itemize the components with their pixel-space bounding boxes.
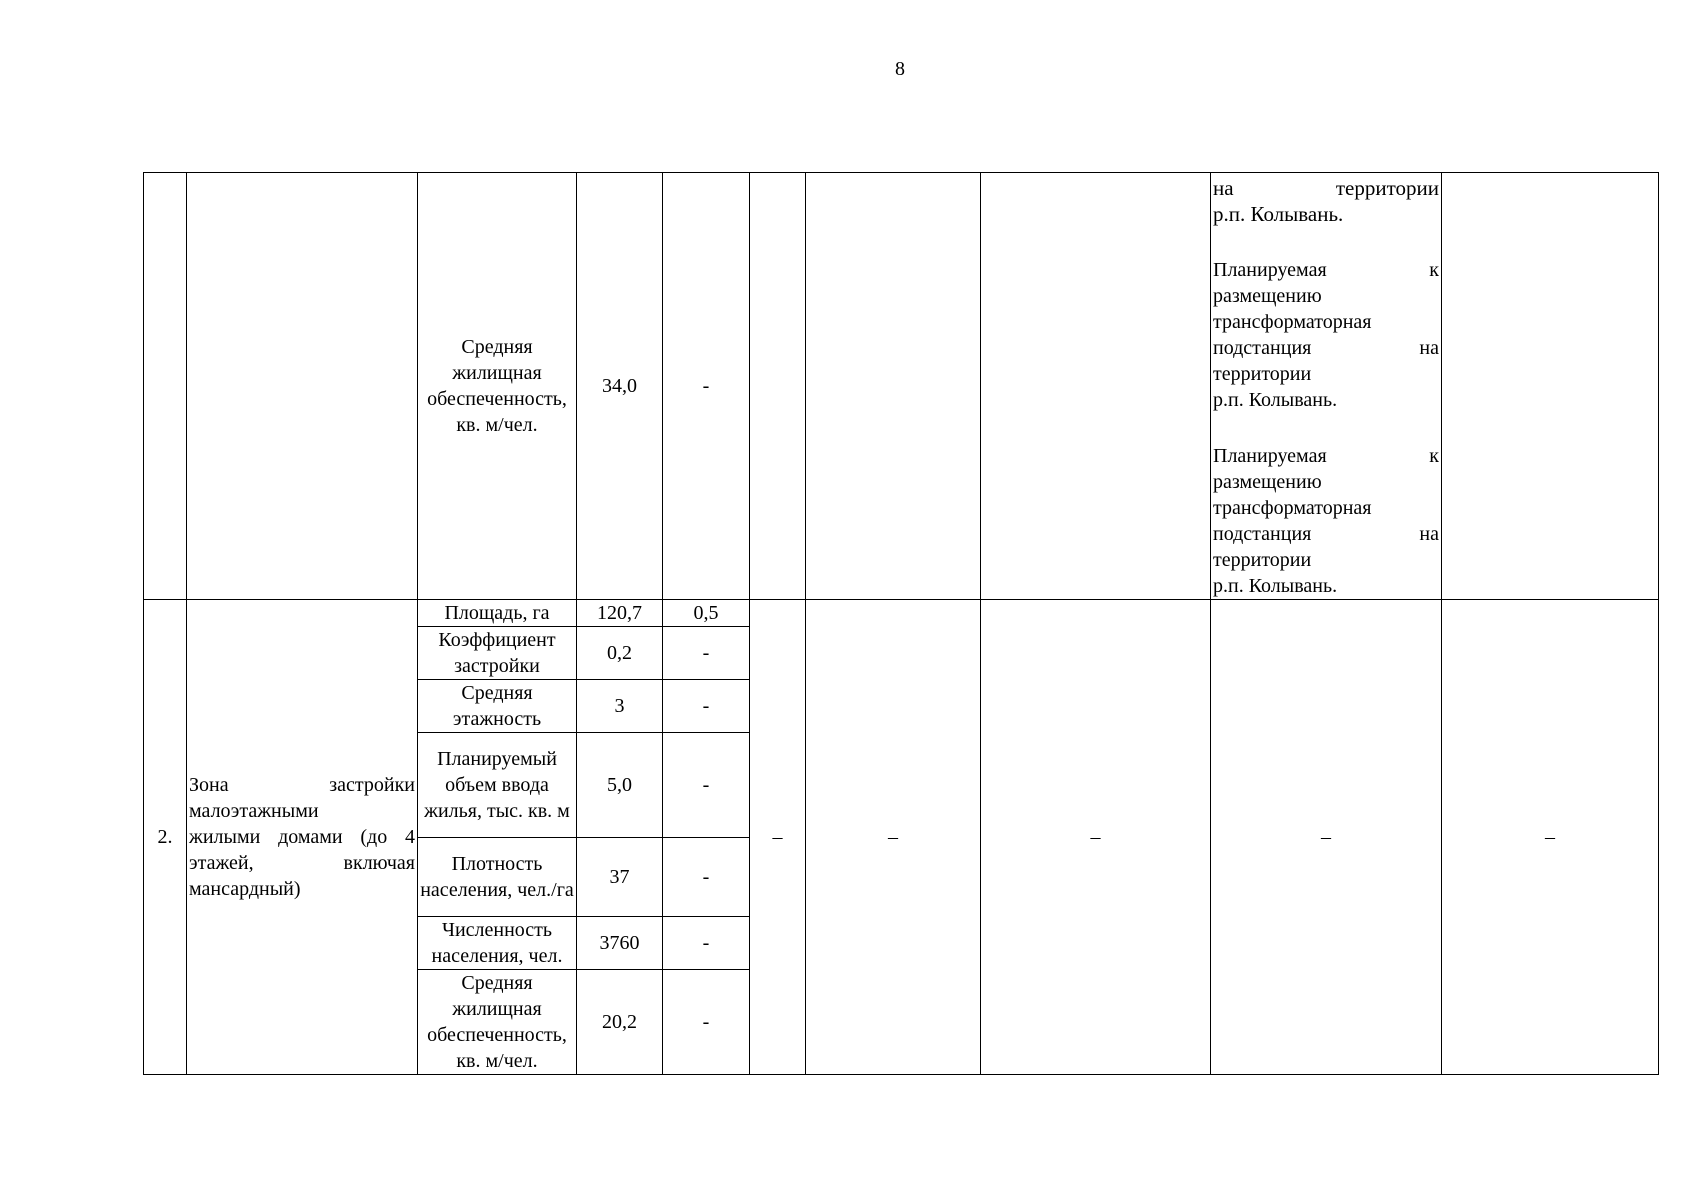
facility-text-line: Планируемая к	[1213, 259, 1439, 281]
facility-text-line: р.п. Колывань.	[1213, 389, 1338, 411]
indicator-label-cell: Планируемый объем ввода жилья, тыс. кв. м	[418, 733, 577, 838]
facility-text-line: на территории	[1213, 176, 1439, 200]
dash-cell: –	[750, 600, 806, 1075]
indicator-value-2-cell: -	[663, 680, 750, 733]
table-row-continued	[144, 173, 1659, 600]
indicator-value-cell: 37	[577, 838, 663, 917]
indicator-label-line: жилищная	[452, 362, 542, 384]
facility-text-line: подстанция на	[1213, 337, 1439, 359]
facility-text-cell	[1211, 173, 1442, 600]
dash-cell: –	[981, 600, 1211, 1075]
zone-name-line: Зона застройки	[189, 774, 415, 796]
indicator-label-line: кв. м/чел.	[456, 414, 538, 436]
empty-cell	[806, 173, 981, 600]
zone-name-line: жилыми домами (до 4	[189, 826, 415, 848]
page-number: 8	[895, 58, 905, 80]
indicator-value-cell: 5,0	[577, 733, 663, 838]
facility-text-line: территории	[1213, 549, 1312, 571]
indicator-label-line: обеспеченность,	[427, 388, 567, 410]
indicator-value-2-cell: -	[663, 970, 750, 1075]
facility-text-line: размещению	[1213, 471, 1322, 493]
empty-cell	[1442, 173, 1659, 600]
indicator-label-cell: Средняя жилищная обеспеченность, кв. м/чел.	[418, 970, 577, 1075]
indicator-value-cell: 0,2	[577, 627, 663, 680]
facility-text-line: подстанция на	[1213, 523, 1439, 545]
indicator-label-cell	[418, 173, 577, 600]
facility-text-line: р.п. Колывань.	[1213, 575, 1338, 597]
zone-name-cell	[187, 600, 418, 1075]
indicator-label-cell: Плотность населения, чел./га	[418, 838, 577, 917]
indicator-label-cell: Площадь, га	[418, 600, 577, 627]
facility-text-line: размещению	[1213, 285, 1322, 307]
empty-cell	[981, 173, 1211, 600]
indicator-label-cell: Средняя этажность	[418, 680, 577, 733]
dash-cell: –	[806, 600, 981, 1075]
indicator-value-cell: 20,2	[577, 970, 663, 1075]
facility-text-line: трансформаторная	[1213, 497, 1372, 519]
indicator-label-line: Средняя	[461, 336, 533, 358]
indicator-value-2-cell: -	[663, 838, 750, 917]
indicator-value-cell: 34,0	[577, 173, 663, 600]
zone-name-line: малоэтажными	[189, 800, 319, 822]
facility-text-line: трансформаторная	[1213, 311, 1372, 333]
indicator-value-2-cell: -	[663, 627, 750, 680]
indicator-value-cell: 120,7	[577, 600, 663, 627]
indicator-value-cell: 3760	[577, 917, 663, 970]
indicator-value-cell: 3	[577, 680, 663, 733]
table-row	[144, 600, 1659, 627]
indicator-value-2-cell: -	[663, 173, 750, 600]
indicator-label-cell: Коэффициент застройки	[418, 627, 577, 680]
zone-name-line: мансардный)	[189, 878, 301, 900]
row-number-cell	[144, 173, 187, 600]
indicator-value-2-cell: -	[663, 733, 750, 838]
row-number-cell: 2.	[144, 600, 187, 1075]
zone-name-cell	[187, 173, 418, 600]
zones-table	[143, 172, 1659, 1075]
dash-cell: –	[1211, 600, 1442, 1075]
dash-cell: –	[1442, 600, 1659, 1075]
empty-cell	[750, 173, 806, 600]
facility-text-line: территории	[1213, 363, 1312, 385]
indicator-value-2-cell: 0,5	[663, 600, 750, 627]
indicator-label-cell: Численность населения, чел.	[418, 917, 577, 970]
facility-text-line: р.п. Колывань.	[1213, 202, 1344, 226]
indicator-value-2-cell: -	[663, 917, 750, 970]
zone-name-line: этажей, включая	[189, 852, 415, 874]
facility-text-line: Планируемая к	[1213, 445, 1439, 467]
